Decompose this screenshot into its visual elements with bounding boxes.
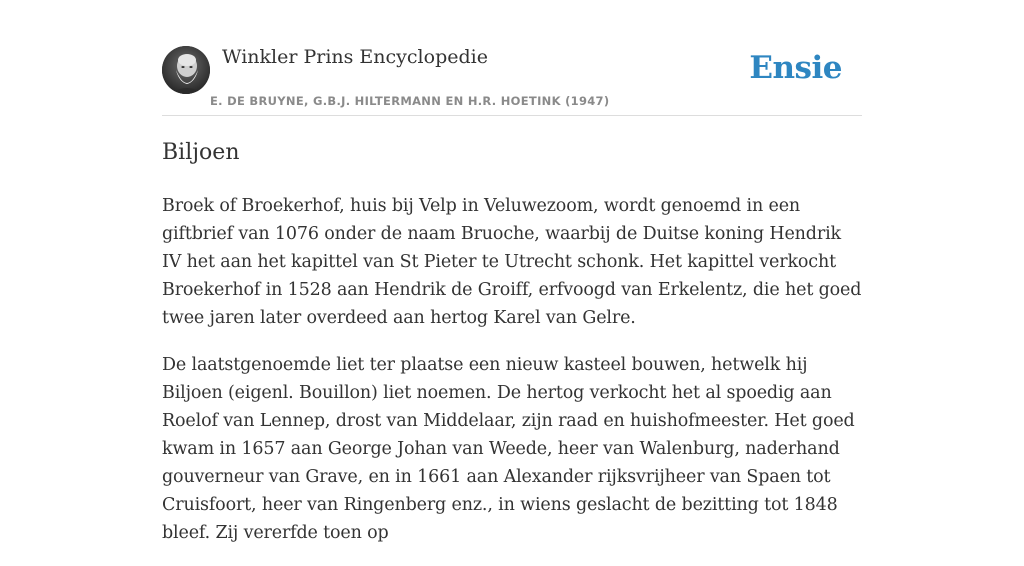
article-page [162,0,862,543]
author-avatar[interactable] [162,46,210,94]
body-paragraph: Broek of Broekerhof, huis bij Velp in Veluwezoom, wordt genoemd in een giftbrief van 1076 onder de naam Bruoche, waarbij de Duitse koning Hendrik IV het aan het kapittel van St Pieter te Utrecht schonk. Het kapittel verkocht Broekerhof in 1528 aan Hendrik de Groiff, erfvoogd van Erkelentz, die het goed twee jaren later overdeed aan hertog Karel van Gelre. [162,196,862,328]
brand-logo[interactable]: Ensie [749,50,842,86]
body-paragraph: De laatstgenoemde liet ter plaatse een nieuw kasteel bouwen, hetwelk hij Biljoen (eigenl. Bouillon) liet noemen. De hertog verkocht het al spoedig aan Roelof van Lennep, drost van Middelaar, zijn raad en huishofmeester. Het goed kwam in 1657 aan George Johan van Weede, heer van Walenburg, naderhand gouverneur van Grave, en in 1661 aan Alexander rijksvrijheer van Spaen tot Cruisfoort, heer van Ringenberg enz., in wiens geslacht de bezitting tot 1848 bleef. Zij vererfde toen op [162,355,855,543]
article-title: Biljoen [162,140,240,165]
authors-credit: E. DE BRUYNE, G.B.J. HILTERMANN EN H.R. HOETINK (1947) [210,94,610,108]
source-header [162,40,862,116]
portrait-icon [162,46,210,94]
site-title[interactable]: Winkler Prins Encyclopedie [222,46,488,68]
article-body [162,192,862,566]
